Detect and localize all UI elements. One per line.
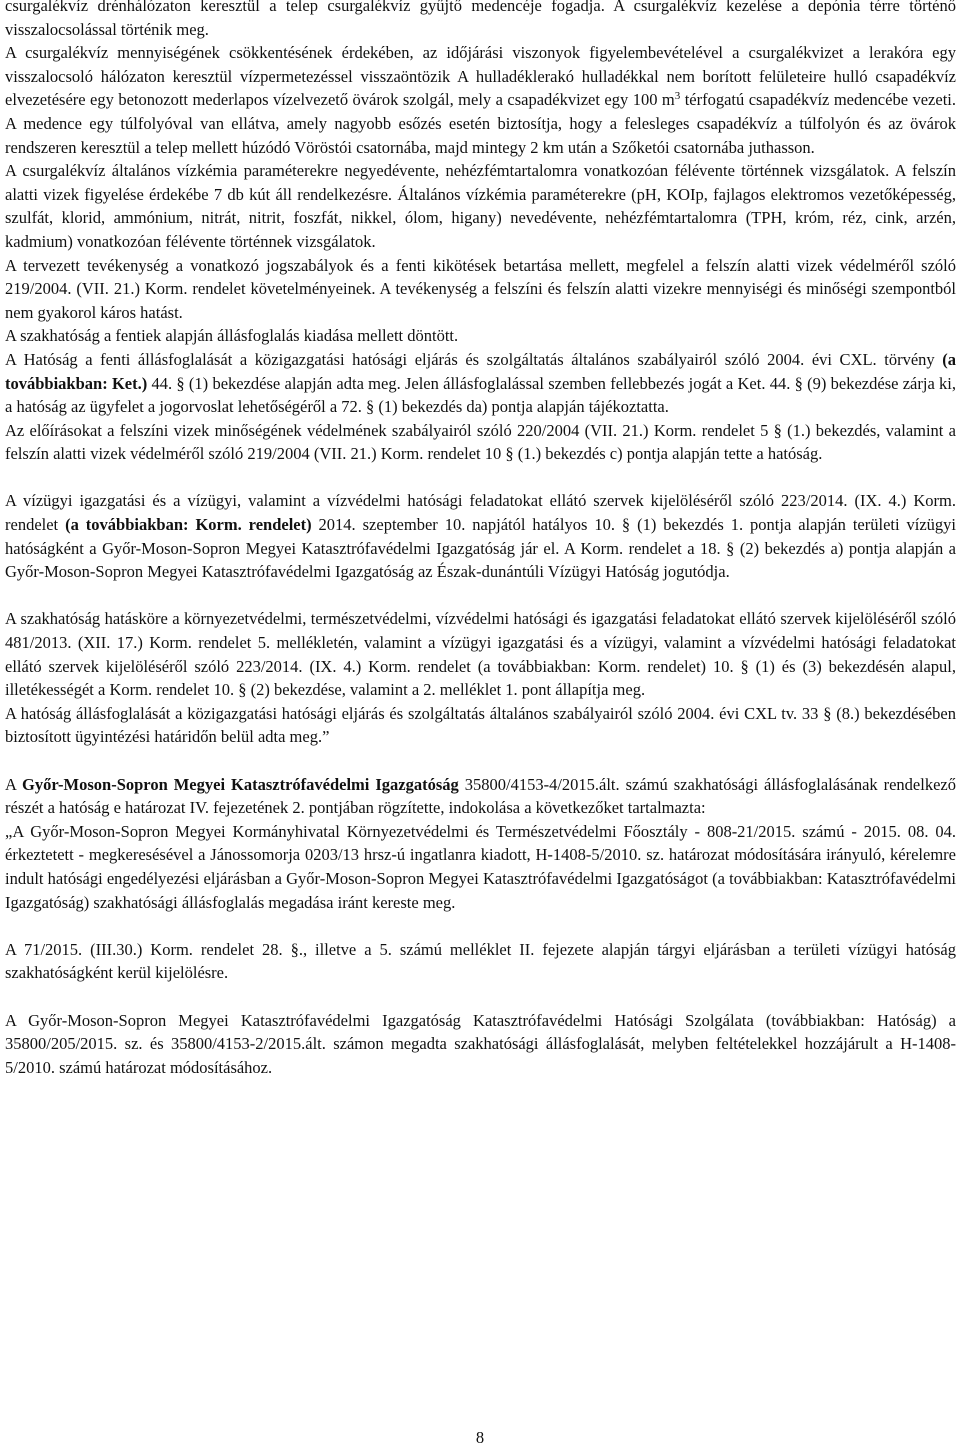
paragraph-text: A hatóság állásfoglalását a közigazgatási hatósági eljárás és szolgáltatás általános szabályairól szóló 2004. évi CXL tv. 33 § (8.) bekezdésében biztosított ügyintézési határidőn belül adta meg.” [5,703,956,747]
paragraph-leachate-treatment [5,0,956,41]
paragraph-text: A tervezett tevékenység a vonatkozó jogszabályok és a fenti kikötések betartása mellett, megfelel a felszín alatti vizek védelméről szóló 219/2004. (VII. 21.) Korm. rendelet követelményeinek. A tevékenység a felszíni és felszín alatti vizekre mennyiségi és minőségi szempontból nem gyakorol káros hatást. [5,255,956,322]
bold-abbreviation: (a továbbiakban: Ket.) [5,349,956,393]
paragraph-text: térfogatú csapadékvíz medencébe vezeti. A medence egy túlfolyóval van ellátva, amely nagyobb esőzés esetén biztosítja, hogy a felesleges csapadékvíz a túlfolyón és az övárok rendszeren keresztül a telep mellett húzódó Vöröstói csatornába, majd mintegy 2 km után a Szőketói csatornába juthasson. [5,90,956,157]
paragraph-text: A [5,774,22,794]
paragraph-regulations [5,419,956,466]
paragraph-legal-basis [5,348,956,419]
paragraph-text: Az előírásokat a felszíni vizek minőségének védelmének szabályairól szóló 220/2004 (VII. 21.) Korm. rendelet 5 § (1.) bekezdés, valamint a felszín alatti vizek védelméről szóló 219/2004 (VII. 21.) Korm. rendelet 10 § (1.) bekezdés c) pontja alapján tette a hatóság. [5,420,956,464]
paragraph-text: A csurgalékvíz mennyiségének csökkentésének érdekében, az időjárási viszonyok figyelembevételével a csurgalékvizet a lerakóra egy visszalocsoló hálózaton keresztül vízpermetezéssel visszaöntözik A hulladéklerakó hulladékkal nem borított felületeire hulló csapadékvíz elvezetésére egy betonozott mederlapos vízelvezető övárok szolgál, mely a csapadékvizet egy 100 m [5,43,956,110]
paragraph-designation [5,938,956,985]
paragraph-leachate-reduction [5,41,956,159]
paragraph-text: A szakhatóság a fentiek alapján állásfoglalás kiadása mellett döntött. [5,326,459,346]
page-number: 8 [475,1428,485,1447]
paragraph-compliance [5,254,956,325]
paragraph-water-testing [5,159,956,253]
paragraph-text: A vízügyi igazgatási és a vízügyi, valamint a vízvédelmi hatósági feladatokat ellátó szervek kijelöléséről szóló 223/2014. (IX. 4.) Korm. rendelet [5,491,956,535]
paragraph-text: A szakhatóság hatásköre a környezetvédelmi, természetvédelmi, vízvédelmi hatósági és igazgatási feladatokat ellátó szervek kijelöléséről szóló 481/2013. (XII. 17.) Korm. rendelet 5. mellékletén, valamint a vízügyi igazgatási és a vízügyi, valamint a vízvédelmi hatósági feladatokat ellátó szervek kijelöléséről szóló 223/2014. (IX. 4.) Korm. rendelet (a továbbiakban: Korm. rendelet) 10. § (1) és (3) bekezdésén alapul, illetékességét a Korm. rendelet 10. § (2) bekezdése, valamint a 2. melléklet 1. pont állapítja meg. [5,609,956,700]
bold-authority-name: Győr-Moson-Sopron Megyei Katasztrófavédelmi Igazgatóság [21,774,459,794]
paragraph-deadline [5,702,956,749]
paragraph-decision [5,324,956,348]
paragraph-directorate-opinion [5,773,956,820]
bold-abbreviation: (a továbbiakban: Korm. rendelet) [65,515,312,535]
paragraph-text: 2014. szeptember 10. napjától hatályos 10. § (1) bekezdés 1. pontja alapján területi vízügyi hatóságként a Győr-Moson-Sopron Megyei Katasztrófavédelmi Igazgatóság jár el. A Korm. rendelet a 18. § (2) bekezdés a) pontja alapján a Győr-Moson-Sopron Megyei Katasztrófavédelmi Igazgatóság az Észak-dunántúli Vízügyi Hatóság jogutódja. [5,515,956,582]
paragraph-quoted-request [5,820,956,914]
paragraph-consent [5,1009,956,1080]
paragraph-text: A Hatóság a fenti állásfoglalását a közigazgatási hatósági eljárás és szolgáltatás általános szabályairól szóló 2004. évi CXL. törvény [5,349,943,369]
paragraph-text: A 71/2015. (III.30.) Korm. rendelet 28. §., illetve a 5. számú melléklet II. fejezete alapján tárgyi eljárásban a területi vízügyi hatóság szakhatóságként kerül kijelölésre. [5,939,956,983]
paragraph-text: A csurgalékvíz általános vízkémia paraméterekre negyedévente, nehézfémtartalomra vonatkozóan félévente történnek vizsgálatok. A felszín alatti vizek figyelése érdekébe 7 db kút áll rendelkezésre. Általános vízkémia paraméterekre (pH, KOIp, fajlagos elektromos vezetőképesség, szulfát, klorid, ammónium, nitrát, nitrit, foszfát, nikkel, ólom, higany) nevedévente, nehézfémtartalomra (TPH, króm, réz, cink, arzén, kadmium) vonatkozóan félévente történnek vizsgálatok. [5,161,956,251]
paragraph-text: 35800/4153-4/2015.ált. számú szakhatósági állásfoglalásának rendelkező részét a hatóság e határozat IV. fejezetének 2. pontjában rögzítette, indokolása a következőket tartalmazta: [5,774,956,818]
paragraph-competence [5,607,956,701]
document-page [5,0,956,1079]
paragraph-text: A Győr-Moson-Sopron Megyei Katasztrófavédelmi Igazgatóság Katasztrófavédelmi Hatósági Szolgálata (továbbiakban: Hatóság) a 35800/205/2015. sz. és 35800/4153-2/2015.ált. számon megadta szakhatósági állásfoglalását, melyben feltételekkel hozzájárult a H-1408-5/2010. számú határozat módosításához. [5,1010,956,1077]
paragraph-water-authority [5,489,956,583]
paragraph-text: csurgalékvíz drénhálózaton keresztül a telep csurgalékvíz gyűjtő medencéje fogadja. A csurgalékvíz kezelése a depónia térre történő visszalocsolással történik meg. [5,0,956,39]
superscript-cubic: 3 [674,90,681,103]
paragraph-text: „A Győr-Moson-Sopron Megyei Kormányhivatal Környezetvédelmi és Természetvédelmi Főosztály - 808-21/2015. számú - 2015. 08. 04. érkeztetett - megkeresésével a Jánossomorja 0203/13 hrsz-ú ingatlanra kiadott, H-1408-5/2010. sz. határozat módosítására irányuló, kérelemre indult hatósági engedélyezési eljárásban a Győr-Moson-Sopron Megyei Katasztrófavédelmi Igazgatóságot (a továbbiakban: Katasztrófavédelmi Igazgatóság) szakhatósági állásfoglalás megadása iránt kereste meg. [5,821,956,912]
paragraph-text: 44. § (1) bekezdése alapján adta meg. Jelen állásfoglalással szemben fellebbezés jogát a Ket. 44. § (9) bekezdése zárja ki, a hatóság az ügyfelet a jogorvoslat lehetőségéről a 72. § (1) bekezdés da) pontja alapján tájékoztatta. [5,373,956,417]
